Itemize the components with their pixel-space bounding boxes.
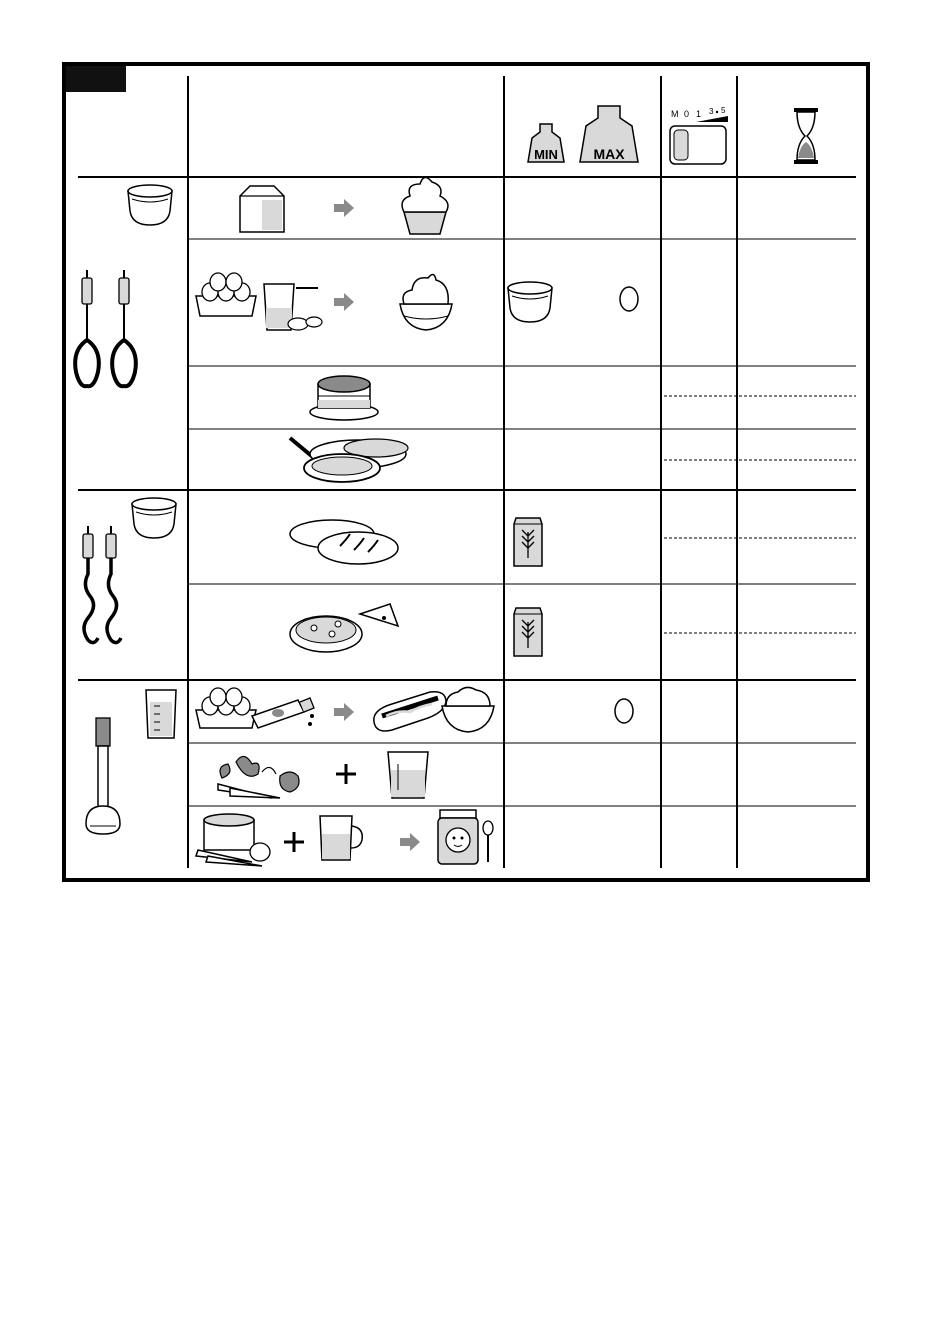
egg-foam-icon [400,274,452,330]
mixing-bowl-icon [508,282,552,322]
measuring-beaker-icon [146,690,176,738]
pizza-icon [290,604,398,652]
speed-label-m: M [671,109,679,119]
liquid-cup-icon [320,816,362,860]
milk-carton-icon [240,186,284,232]
bread-loaves-icon [290,520,398,564]
arrow-icon [334,293,354,311]
speed-label-0: 0 [684,109,690,119]
weight-min-label: MIN [534,147,558,162]
plus-icon [336,764,356,784]
mixing-bowl-icon [128,185,172,225]
flour-bag-icon [514,608,542,656]
plus-icon [284,832,304,852]
whisk-tool-icon [75,270,136,386]
speed-dial-icon [670,106,728,164]
layer-cake-icon [310,376,378,420]
egg-carton-icon [196,688,256,728]
whipped-cream-icon [402,177,448,234]
arrow-icon [400,833,420,851]
hotdog-mayonnaise-icon [374,687,494,732]
egg-carton-icon [196,273,256,316]
liquid-cup-icon [388,752,428,798]
weight-min-max-icon [528,106,638,162]
header-black-tab [66,66,126,92]
speed-label-3: 3 [709,107,714,116]
egg-icon [620,287,638,311]
table-frame [64,64,868,880]
hourglass-icon [794,108,818,164]
baby-food-jar-icon [438,810,493,864]
dough-hook-tool-icon [83,526,121,643]
blender-foot-tool-icon [86,718,120,834]
weight-max-label: MAX [593,146,625,162]
speed-label-1: 1 [696,109,702,119]
arrow-icon [334,199,354,217]
oil-bottle-icon [252,698,314,728]
cooking-pot-vegetables-icon [196,814,270,866]
egg-icon [615,699,633,723]
mixing-bowl-icon [132,498,176,538]
flour-bag-icon [514,518,542,566]
frying-pan-icon [290,438,408,482]
sugar-measuring-cup-icon [264,284,322,330]
arrow-icon [334,703,354,721]
vegetables-icon [218,756,299,798]
speed-label-5: 5 [721,106,726,115]
